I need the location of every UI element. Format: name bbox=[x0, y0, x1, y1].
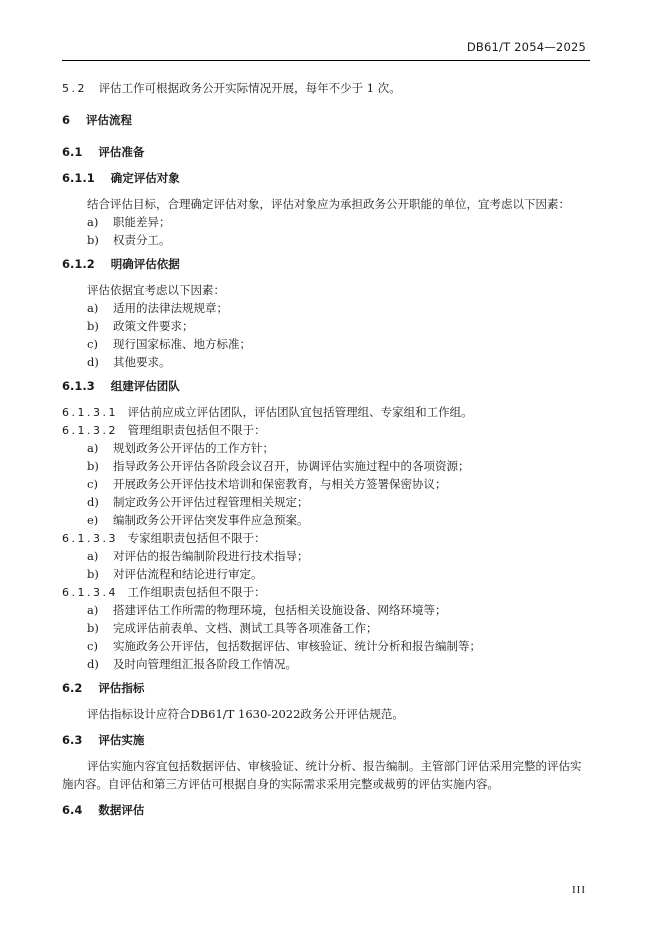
list-item bbox=[62, 637, 592, 655]
list-marker: d) bbox=[87, 657, 99, 671]
list-marker: e) bbox=[87, 513, 99, 527]
header-rule bbox=[62, 60, 590, 61]
list-item bbox=[62, 601, 592, 619]
list-item bbox=[62, 317, 592, 335]
clause-text: 工作组职责包括但不限于： bbox=[127, 585, 266, 599]
heading-title: 评估准备 bbox=[98, 145, 145, 159]
list-item bbox=[62, 231, 592, 249]
list-marker: b) bbox=[87, 459, 99, 473]
heading-6 bbox=[62, 111, 592, 129]
clause-text: 专家组职责包括但不限于： bbox=[127, 531, 266, 545]
list-marker: d) bbox=[87, 355, 99, 369]
heading-title: 数据评估 bbox=[98, 803, 145, 817]
heading-number: 6.3 bbox=[62, 733, 83, 747]
clause-6-1-3-1 bbox=[62, 403, 592, 421]
list-marker: a) bbox=[87, 441, 99, 455]
list-item bbox=[62, 511, 592, 529]
heading-title: 确定评估对象 bbox=[110, 171, 180, 185]
list-item bbox=[62, 619, 592, 637]
heading-6-1-3 bbox=[62, 377, 592, 395]
list-item bbox=[62, 335, 592, 353]
clause-number: 6.1.3.4 bbox=[62, 586, 118, 599]
clause-6-1-3-3 bbox=[62, 529, 592, 547]
list-item bbox=[62, 439, 592, 457]
heading-title: 组建评估团队 bbox=[110, 379, 180, 393]
list-item bbox=[62, 565, 592, 583]
heading-6-2 bbox=[62, 679, 592, 697]
heading-number: 6.1.2 bbox=[62, 257, 95, 271]
heading-number: 6.1.3 bbox=[62, 379, 95, 393]
heading-title: 评估实施 bbox=[98, 733, 145, 747]
clause-number: 5.2 bbox=[62, 82, 87, 95]
list-text: 对评估流程和结论进行审定。 bbox=[113, 567, 263, 581]
heading-6-1 bbox=[62, 143, 592, 161]
list-text: 现行国家标准、地方标准； bbox=[113, 337, 251, 351]
list-item bbox=[62, 353, 592, 371]
list-text: 对评估的报告编制阶段进行技术指导； bbox=[113, 549, 309, 563]
clause-number: 6.1.3.3 bbox=[62, 532, 118, 545]
list-marker: c) bbox=[87, 337, 98, 351]
document-code: DB61/T 2054—2025 bbox=[466, 40, 586, 54]
heading-number: 6.2 bbox=[62, 681, 83, 695]
heading-title: 评估流程 bbox=[86, 113, 133, 127]
list-marker: c) bbox=[87, 639, 98, 653]
heading-6-3 bbox=[62, 731, 592, 749]
list-item bbox=[62, 655, 592, 673]
list-item bbox=[62, 457, 592, 475]
list-item bbox=[62, 475, 592, 493]
heading-number: 6.1 bbox=[62, 145, 83, 159]
list-item bbox=[62, 299, 592, 317]
heading-number: 6.4 bbox=[62, 803, 83, 817]
clause-number: 6.1.3.2 bbox=[62, 424, 118, 437]
list-text: 指导政务公开评估各阶段会议召开，协调评估实施过程中的各项资源； bbox=[113, 459, 470, 473]
list-text: 政策文件要求； bbox=[113, 319, 194, 333]
paragraph: 结合评估目标，合理确定评估对象，评估对象应为承担政务公开职能的单位，宜考虑以下因素： bbox=[87, 197, 570, 211]
list-marker: a) bbox=[87, 301, 99, 315]
heading-6-1-1 bbox=[62, 169, 592, 187]
clause-6-1-3-2 bbox=[62, 421, 592, 439]
list-marker: b) bbox=[87, 319, 99, 333]
list-marker: a) bbox=[87, 549, 99, 563]
list-marker: b) bbox=[87, 233, 99, 247]
clause-text: 评估工作可根据政务公开实际情况开展，每年不少于 1 次。 bbox=[98, 81, 401, 95]
heading-number: 6 bbox=[62, 113, 71, 127]
heading-6-1-2 bbox=[62, 255, 592, 273]
page-number: III bbox=[572, 884, 586, 896]
heading-title: 评估指标 bbox=[98, 681, 145, 695]
clause-6-1-3-4 bbox=[62, 583, 592, 601]
list-text: 权责分工。 bbox=[113, 233, 171, 247]
paragraph: 评估实施内容宜包括数据评估、审核验证、统计分析、报告编制。主管部门评估采用完整的评估实施内容。自评估和第三方评估可根据自身的实际需求采用完整或裁剪的评估实施内容。 bbox=[62, 759, 582, 791]
list-text: 规划政务公开评估的工作方针； bbox=[113, 441, 274, 455]
list-marker: a) bbox=[87, 603, 99, 617]
list-text: 制定政务公开评估过程管理相关规定； bbox=[113, 495, 309, 509]
list-marker: b) bbox=[87, 567, 99, 581]
clause-text: 管理组职责包括但不限于： bbox=[127, 423, 266, 437]
page-content bbox=[62, 79, 592, 819]
list-text: 其他要求。 bbox=[113, 355, 171, 369]
list-text: 适用的法律法规规章； bbox=[113, 301, 228, 315]
list-text: 编制政务公开评估突发事件应急预案。 bbox=[113, 513, 309, 527]
list-marker: b) bbox=[87, 621, 99, 635]
heading-title: 明确评估依据 bbox=[110, 257, 180, 271]
list-item bbox=[62, 493, 592, 511]
clause-5-2 bbox=[62, 79, 592, 97]
paragraph: 评估指标设计应符合DB61/T 1630-2022政务公开评估规范。 bbox=[87, 707, 404, 721]
paragraph: 评估依据宜考虑以下因素： bbox=[87, 283, 225, 297]
list-marker: d) bbox=[87, 495, 99, 509]
clause-text: 评估前应成立评估团队，评估团队宜包括管理组、专家组和工作组。 bbox=[127, 405, 473, 419]
list-text: 完成评估前表单、文档、测试工具等各项准备工作； bbox=[113, 621, 378, 635]
list-item bbox=[62, 213, 592, 231]
clause-number: 6.1.3.1 bbox=[62, 406, 118, 419]
list-marker: a) bbox=[87, 215, 99, 229]
list-text: 职能差异； bbox=[113, 215, 171, 229]
list-text: 搭建评估工作所需的物理环境，包括相关设施设备、网络环境等； bbox=[113, 603, 447, 617]
list-text: 及时向管理组汇报各阶段工作情况。 bbox=[113, 657, 297, 671]
heading-number: 6.1.1 bbox=[62, 171, 95, 185]
list-text: 实施政务公开评估，包括数据评估、审核验证、统计分析和报告编制等； bbox=[113, 639, 481, 653]
list-marker: c) bbox=[87, 477, 98, 491]
list-text: 开展政务公开评估技术培训和保密教育，与相关方签署保密协议； bbox=[113, 477, 447, 491]
list-item bbox=[62, 547, 592, 565]
heading-6-4 bbox=[62, 801, 592, 819]
